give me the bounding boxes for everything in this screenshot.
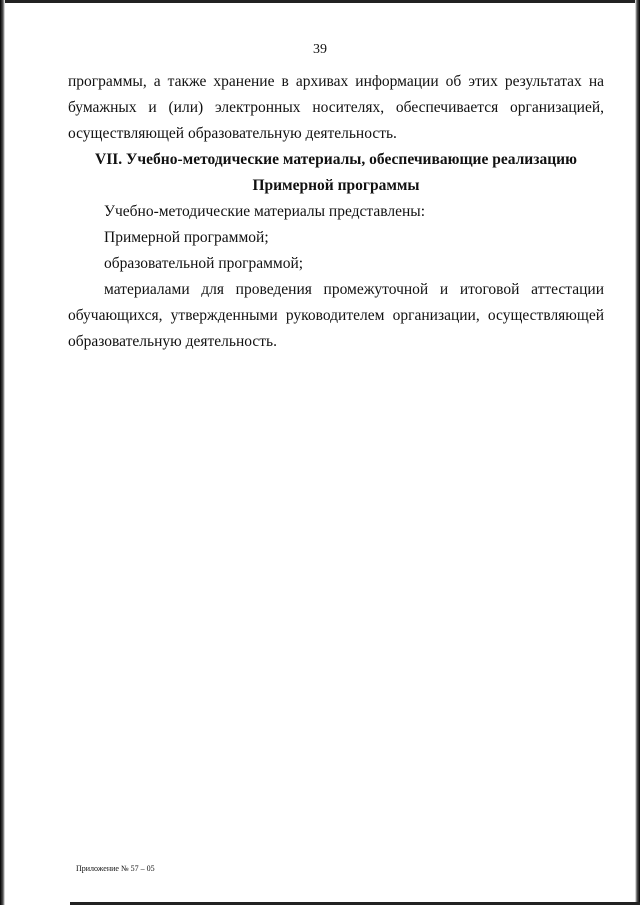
paragraph-line: обучающихся, утвержденными руководителем организации, осуществляющей [68, 307, 604, 324]
paragraph-line: образовательную деятельность. [68, 333, 277, 350]
paragraph-line: программы, а также хранение в архивах информации об этих результатах на [68, 73, 604, 90]
body-line: образовательной программой; [104, 255, 304, 272]
paragraph-line: осуществляющей образовательную деятельность. [68, 125, 397, 142]
page-number: 39 [313, 42, 327, 57]
section-heading: Примерной программы [252, 177, 420, 194]
scan-edge-left [0, 0, 5, 905]
scan-edge-right [635, 0, 640, 905]
body-line: Учебно-методические материалы представлены: [104, 203, 425, 220]
body-line: Примерной программой; [104, 229, 269, 246]
section-heading: VII. Учебно-методические материалы, обеспечивающие реализацию [95, 151, 577, 168]
footer-note: Приложение № 57 – 05 [76, 864, 155, 873]
paragraph-line: материалами для проведения промежуточной и итоговой аттестации [104, 281, 604, 298]
paragraph-line: бумажных и (или) электронных носителях, обеспечивается организацией, [68, 99, 604, 116]
scan-edge-top [0, 0, 640, 3]
